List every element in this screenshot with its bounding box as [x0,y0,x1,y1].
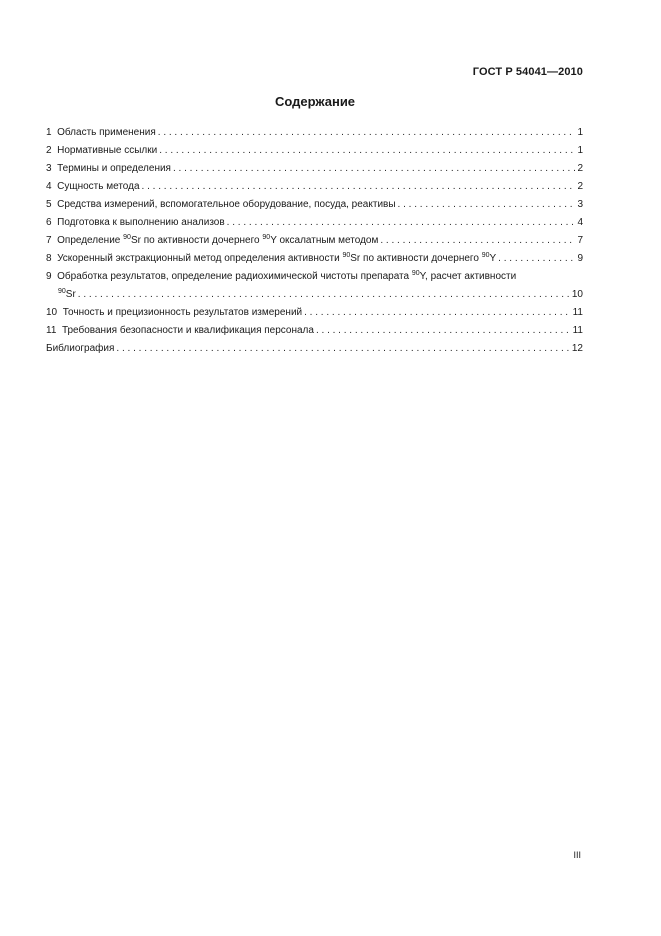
toc-entry-3[interactable] [46,160,583,178]
toc-entry-number: 1 [46,127,52,138]
toc-entry-6[interactable] [46,214,583,232]
toc-leader [159,142,575,160]
toc-entry-number: 4 [46,181,52,192]
toc-entry-9[interactable] [46,268,583,286]
toc-entry-number: 10 [46,307,58,318]
toc-entry-page: 4 [577,217,583,228]
table-of-contents [46,124,583,358]
toc-entry-page: 2 [577,181,583,192]
toc-entry-bibliography[interactable] [46,340,583,358]
toc-entry-page: 1 [577,145,583,156]
toc-entry-page: 11 [572,307,583,318]
toc-leader [304,304,570,322]
toc-entry-title: Требования безопасности и квалификация персонала [61,325,314,336]
toc-entry-title: Термины и определения [57,163,171,174]
toc-entry-7[interactable] [46,232,583,250]
toc-leader [398,196,576,214]
toc-entry-number: 8 [46,253,52,264]
toc-entry-page: 11 [572,325,583,336]
toc-entry-number: 11 [46,325,57,336]
toc-entry-title-continued: $^{90}$Sr [58,288,76,300]
toc-entry-4[interactable] [46,178,583,196]
toc-entry-11[interactable] [46,322,583,340]
toc-entry-page: 2 [577,163,583,174]
toc-entry-number: 9 [46,271,52,282]
toc-entry-title: Средства измерений, вспомогательное оборудование, посуда, реактивы [57,199,396,210]
toc-entry-title: Точность и прецизионность результатов измерений [62,307,303,318]
toc-entry-title: Нормативные ссылки [57,145,158,156]
toc-entry-page: 3 [577,199,583,210]
toc-entry-number: 5 [46,199,52,210]
toc-entry-page: 1 [577,127,583,138]
toc-entry-2[interactable] [46,142,583,160]
toc-entry-title: Ускоренный экстракционный метод определения активности $^{90}$Sr по активности дочернего $^{90}$Y [57,252,497,264]
toc-entry-number: 2 [46,145,52,156]
document-code: ГОСТ Р 54041—2010 [472,66,583,78]
toc-entry-page: 12 [571,343,583,354]
toc-entry-title: Обработка результатов, определение радиохимической чистоты препарата $^{90}$Y, расчет активности [57,270,517,282]
toc-entry-number: 3 [46,163,52,174]
toc-leader [316,322,571,340]
toc-entry-page: 7 [577,235,583,246]
toc-entry-number: 7 [46,235,52,246]
toc-entry-page: 9 [577,253,583,264]
toc-entry-title: Определение $^{90}$Sr по активности дочернего $^{90}$Y оксалатным методом [57,234,379,246]
toc-entry-title: Область применения [57,127,156,138]
toc-title: Содержание [274,94,356,109]
toc-leader [78,286,570,304]
toc-entry-10[interactable] [46,304,583,322]
toc-leader [116,340,569,358]
toc-entry-title: Библиография [46,343,115,354]
toc-leader [380,232,575,250]
toc-entry-1[interactable] [46,124,583,142]
toc-entry-number: 6 [46,217,52,228]
toc-leader [173,160,575,178]
toc-entry-title: Подготовка к выполнению анализов [57,217,225,228]
toc-entry-page: 10 [571,289,583,300]
toc-leader [498,250,575,268]
toc-entry-5[interactable] [46,196,583,214]
toc-entry-9-continuation[interactable] [46,286,583,304]
page-folio: III [573,850,581,860]
toc-entry-title: Сущность метода [57,181,140,192]
toc-leader [227,214,576,232]
toc-leader [158,124,576,142]
toc-leader [142,178,576,196]
toc-entry-8[interactable] [46,250,583,268]
